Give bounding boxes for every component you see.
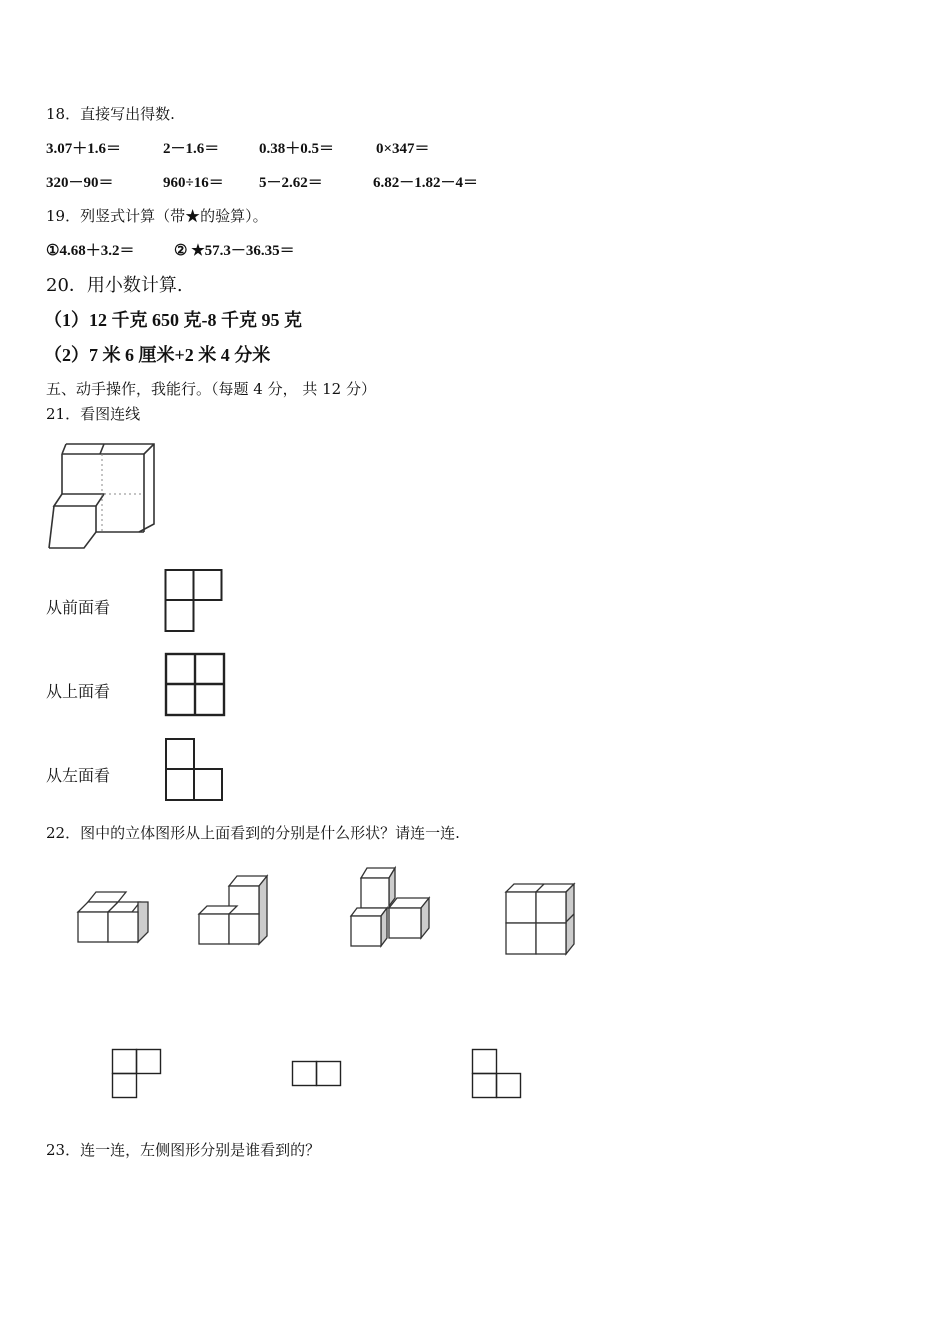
q19-item-1: ①4.68＋3.2＝	[46, 243, 135, 259]
q22-title: 22．图中的立体图形从上面看到的分别是什么形状？请连一连.	[46, 824, 460, 842]
q18-item-1: 3.07＋1.6＝	[46, 141, 122, 157]
view-shape-1	[164, 568, 224, 634]
q20-item-2: （2）7 米 6 厘米+2 米 4 分米	[44, 345, 271, 365]
view-shape-3	[164, 736, 226, 804]
section5-title: 五、动手操作，我能行。（每题 4 分， 共 12 分）	[46, 380, 376, 398]
q23-title: 23．连一连，左侧图形分别是谁看到的？	[46, 1141, 321, 1159]
q19-item-2: ② ★57.3－36.35＝	[174, 243, 295, 259]
q18-item-2: 2－1.6＝	[163, 141, 220, 157]
view-shape-2	[164, 652, 228, 718]
q22-solid-3	[349, 866, 435, 950]
q22-view-1	[111, 1048, 163, 1100]
q20-title: 20．用小数计算.	[46, 275, 183, 296]
q21-solid-figure	[44, 436, 159, 554]
q20-item-1: （1）12 千克 650 克-8 千克 95 克	[44, 310, 302, 330]
q22-solid-2	[197, 874, 273, 948]
view-label-front: 从前面看	[46, 598, 111, 617]
view-label-left: 从左面看	[46, 766, 111, 785]
q18-item-5: 320－90＝	[46, 175, 114, 191]
q22-solid-1	[76, 888, 152, 946]
q19-title: 19．列竖式计算（带★的验算）。	[46, 207, 268, 225]
q18-item-3: 0.38＋0.5＝	[259, 141, 335, 157]
q21-title: 21．看图连线	[46, 405, 141, 423]
view-label-top: 从上面看	[46, 682, 111, 701]
q22-view-3	[471, 1048, 523, 1100]
q18-item-7: 5－2.62＝	[259, 175, 323, 191]
q22-solid-4	[504, 882, 580, 956]
q22-view-2	[291, 1060, 343, 1088]
q18-title: 18．直接写出得数.	[46, 105, 175, 123]
q18-item-6: 960÷16＝	[163, 175, 224, 191]
q18-item-4: 0×347＝	[376, 141, 430, 157]
q18-item-8: 6.82－1.82－4＝	[373, 175, 479, 191]
